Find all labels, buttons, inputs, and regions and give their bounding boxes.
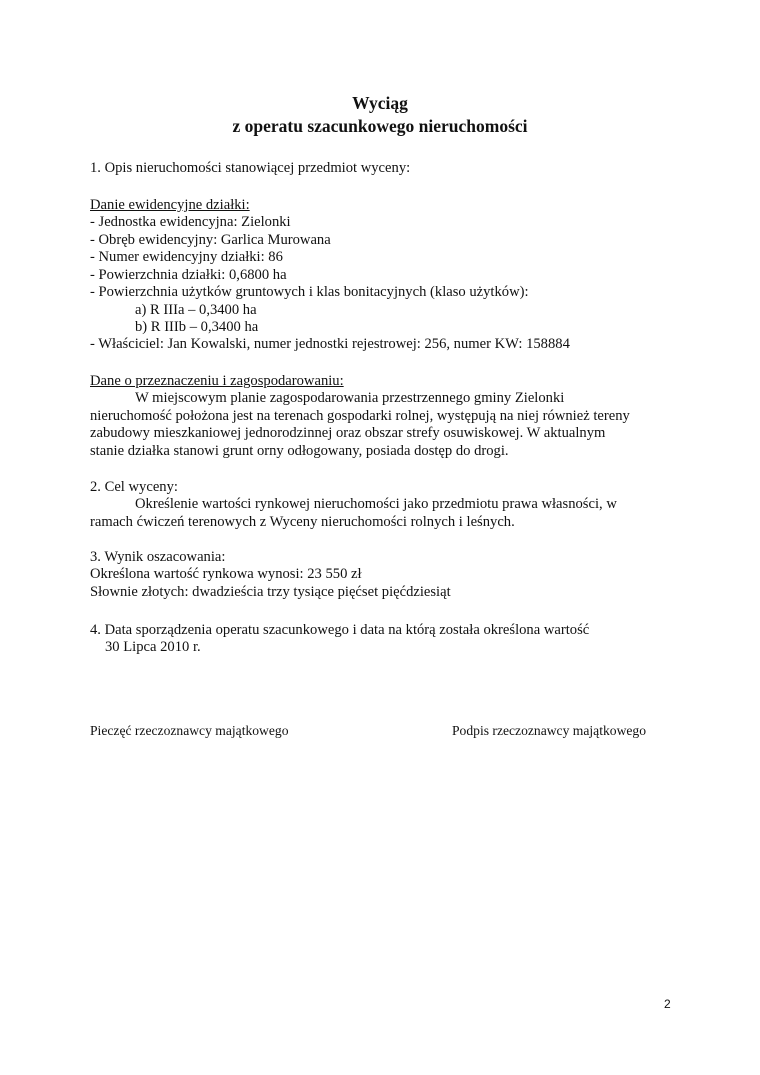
cadastral-data-heading: Danie ewidencyjne działki: bbox=[90, 197, 250, 213]
purpose-heading: Dane o przeznaczeniu i zagospodarowaniu: bbox=[90, 373, 344, 389]
section-3-heading: 3. Wynik oszacowania: bbox=[90, 549, 226, 565]
owner-line: - Właściciel: Jan Kowalski, numer jednostki rejestrowej: 256, numer KW: 158884 bbox=[90, 336, 570, 352]
purpose-paragraph-line: nieruchomość położona jest na terenach gospodarki rolnej, występują na niej również tereny bbox=[90, 408, 630, 424]
cadastral-unit: - Jednostka ewidencyjna: Zielonki bbox=[90, 214, 291, 230]
appraiser-stamp-label: Pieczęć rzeczoznawcy majątkowego bbox=[90, 723, 289, 738]
valuation-purpose-line: ramach ćwiczeń terenowych z Wyceny nieruchomości rolnych i leśnych. bbox=[90, 514, 515, 530]
document-subtitle: z operatu szacunkowego nieruchomości bbox=[232, 116, 528, 136]
valuation-date: 30 Lipca 2010 r. bbox=[105, 639, 201, 655]
purpose-paragraph-line: W miejscowym planie zagospodarowania przestrzennego gminy Zielonki bbox=[135, 390, 565, 406]
purpose-paragraph-line: stanie działka stanowi grunt orny odłogowany, posiada dostęp do drogi. bbox=[90, 443, 509, 459]
land-use-item-b: b) R IIIb – 0,3400 ha bbox=[135, 319, 259, 335]
land-use-item-a: a) R IIIa – 0,3400 ha bbox=[135, 302, 257, 318]
appraiser-signature-label: Podpis rzeczoznawcy majątkowego bbox=[452, 723, 647, 738]
market-value-line: Określona wartość rynkowa wynosi: 23 550 zł bbox=[90, 566, 362, 582]
section-4-heading: 4. Data sporządzenia operatu szacunkowego i data na którą została określona wartość bbox=[90, 622, 590, 638]
valuation-purpose-line: Określenie wartości rynkowej nieruchomości jako przedmiotu prawa własności, w bbox=[135, 496, 617, 512]
value-in-words-line: Słownie złotych: dwadzieścia trzy tysiące pięćset pięćdziesiąt bbox=[90, 584, 451, 600]
parcel-area: - Powierzchnia działki: 0,6800 ha bbox=[90, 267, 287, 283]
document-title: Wyciąg bbox=[352, 93, 408, 113]
section-1-heading: 1. Opis nieruchomości stanowiącej przedmiot wyceny: bbox=[90, 160, 411, 176]
section-2-heading: 2. Cel wyceny: bbox=[90, 479, 178, 495]
page-number: 2 bbox=[664, 997, 671, 1011]
parcel-number: - Numer ewidencyjny działki: 86 bbox=[90, 249, 283, 265]
cadastral-precinct: - Obręb ewidencyjny: Garlica Murowana bbox=[90, 232, 331, 248]
land-use-heading: - Powierzchnia użytków gruntowych i klas bonitacyjnych (klaso użytków): bbox=[90, 284, 529, 300]
purpose-paragraph-line: zabudowy mieszkaniowej jednorodzinnej oraz obszar strefy osuwiskowej. W aktualnym bbox=[90, 425, 606, 441]
